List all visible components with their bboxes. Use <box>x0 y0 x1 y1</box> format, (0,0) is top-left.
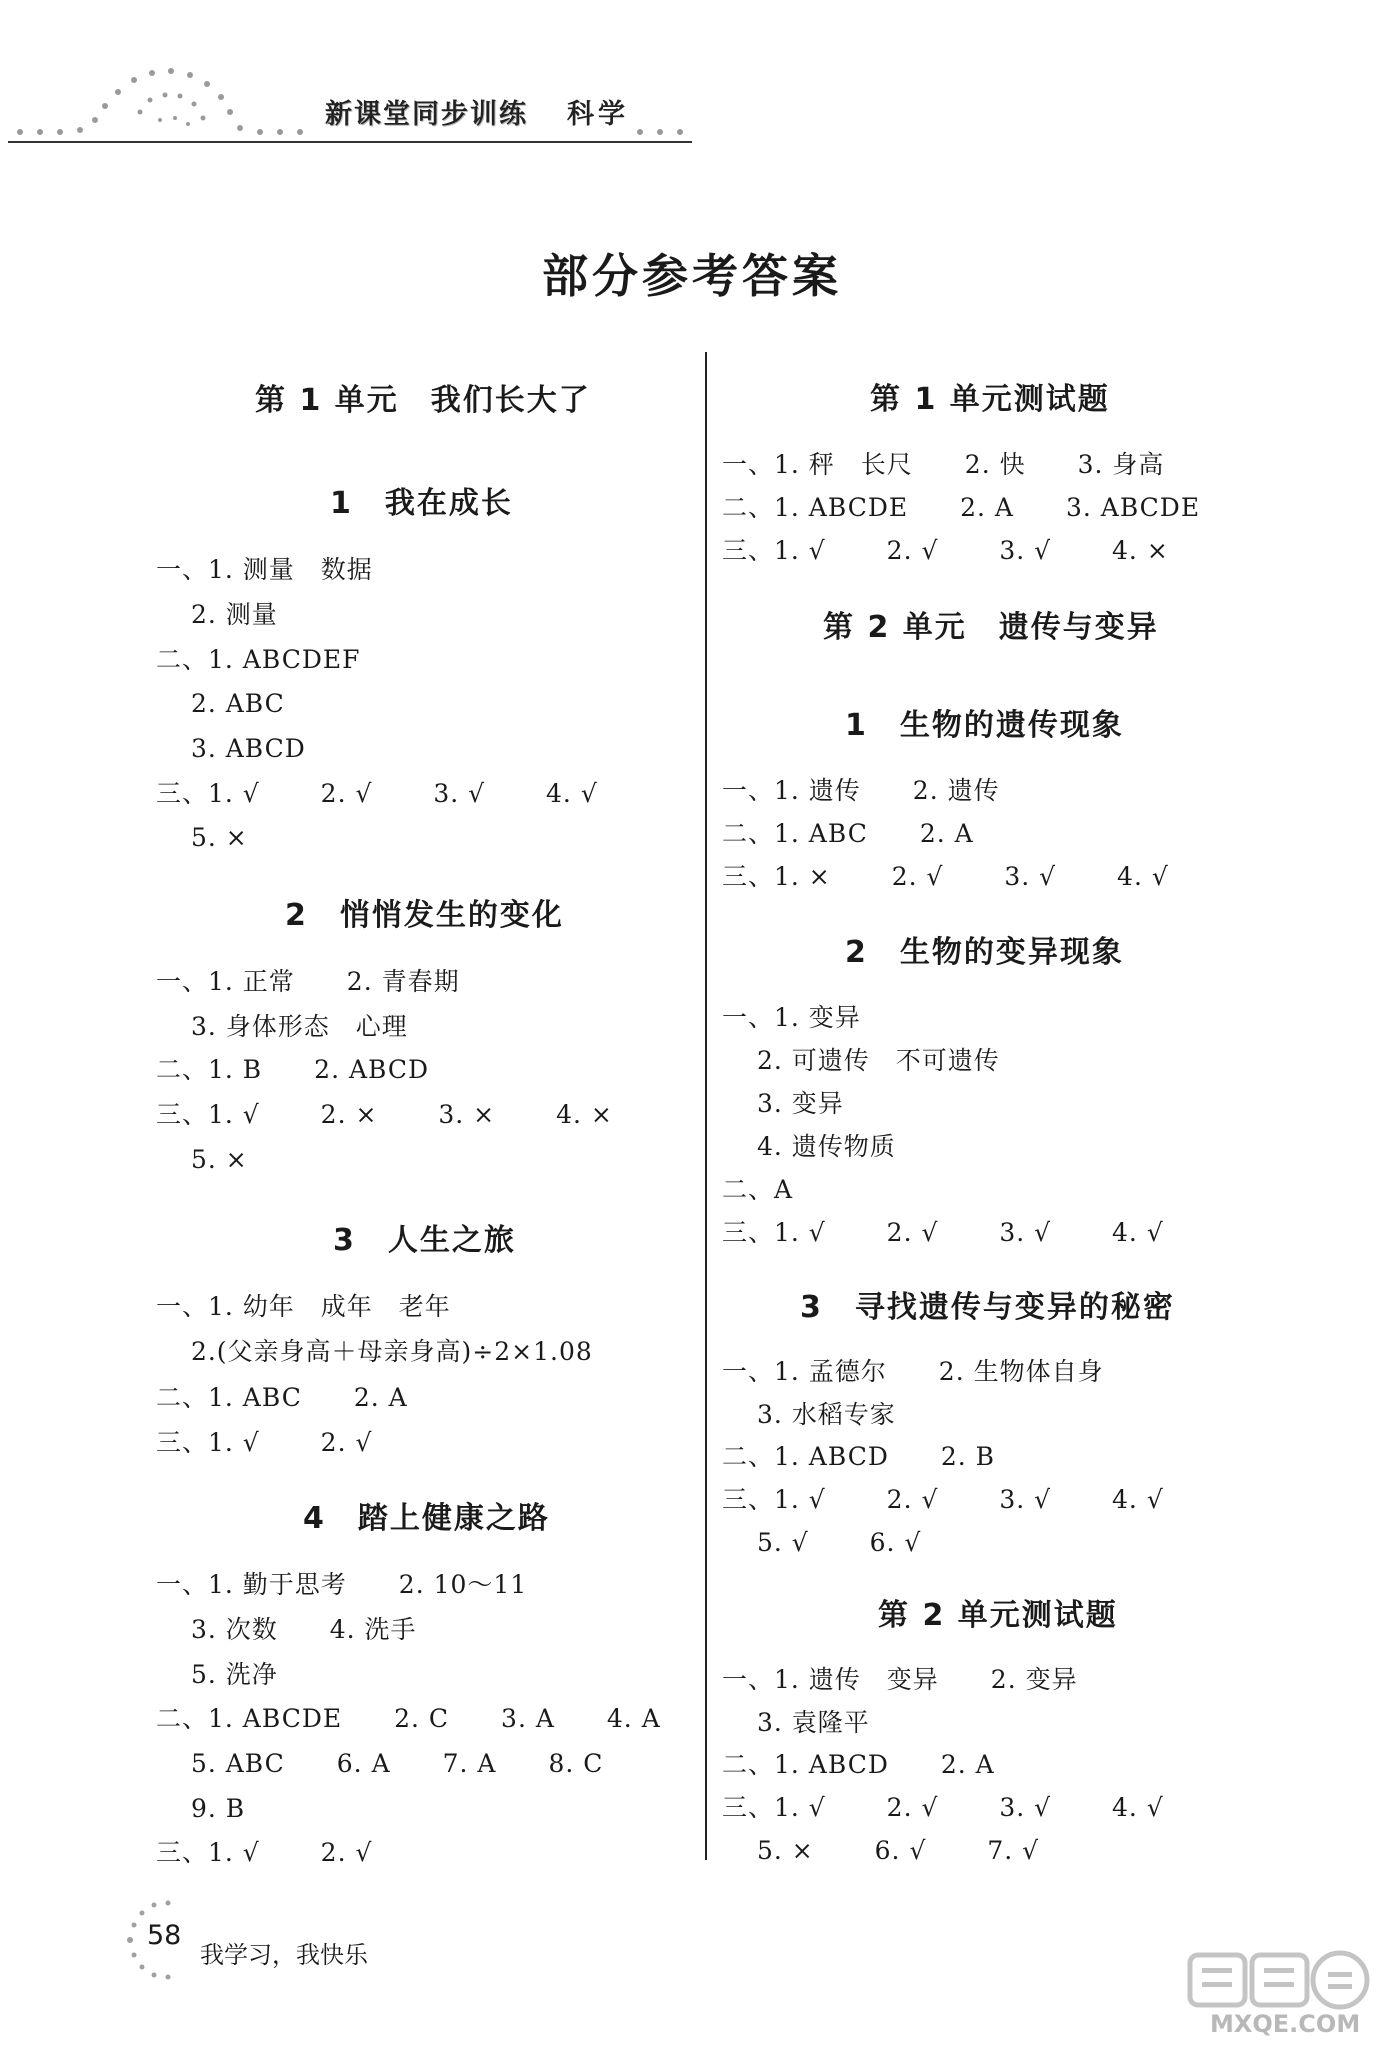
answer-line: 三、1. √ 2. √ <box>156 1838 373 1867</box>
answer-line: 2. ABC <box>156 689 285 718</box>
answer-line: 5. ABC 6. A 7. A 8. C <box>156 1749 604 1778</box>
answer-line: 一、1. 遗传 变异 2. 变异 <box>722 1665 1078 1694</box>
answer-line: 3. 水稻专家 <box>722 1400 896 1429</box>
answer-line: 3. 袁隆平 <box>722 1708 870 1737</box>
answer-line: 3. 次数 4. 洗手 <box>156 1615 417 1644</box>
answer-line: 一、1. 变异 <box>722 1003 861 1032</box>
lesson-heading: 2 悄悄发生的变化 <box>285 898 564 933</box>
answer-line: 一、1. 孟德尔 2. 生物体自身 <box>722 1357 1104 1386</box>
answer-line: 三、1. √ 2. √ 3. √ 4. √ <box>722 1218 1164 1247</box>
answer-line: 二、1. ABC 2. A <box>722 819 974 848</box>
answer-line: 3. 身体形态 心理 <box>156 1012 408 1041</box>
answer-line: 三、1. √ 2. √ 3. √ 4. × <box>722 536 1169 565</box>
answer-line: 2. 测量 <box>156 600 278 629</box>
answer-line: 3. 变异 <box>722 1089 844 1118</box>
answer-line: 5. × 6. √ 7. √ <box>722 1836 1040 1865</box>
answer-line: 三、1. √ 2. √ 3. √ 4. √ <box>156 779 598 808</box>
answer-line: 一、1. 遗传 2. 遗传 <box>722 776 1000 805</box>
answer-line: 一、1. 勤于思考 2. 10～11 <box>156 1570 528 1599</box>
answer-line: 三、1. √ 2. √ 3. √ 4. √ <box>722 1793 1164 1822</box>
answer-line: 2.(父亲身高＋母亲身高)÷2×1.08 <box>156 1337 593 1366</box>
header-rule <box>8 141 692 143</box>
answer-line: 二、1. B 2. ABCD <box>156 1055 430 1084</box>
lesson-heading: 3 人生之旅 <box>333 1223 516 1258</box>
page-number: 58 <box>147 1920 182 1951</box>
answer-line: 二、1. ABCD 2. A <box>722 1750 995 1779</box>
series-title: 新课堂同步训练 <box>325 99 528 130</box>
column-divider <box>705 352 707 1860</box>
answer-line: 一、1. 正常 2. 青春期 <box>156 967 460 996</box>
unit-heading: 第 1 单元 我们长大了 <box>255 383 591 418</box>
answer-line: 三、1. √ 2. √ 3. √ 4. √ <box>722 1485 1164 1514</box>
lesson-heading: 4 踏上健康之路 <box>303 1501 550 1536</box>
answer-line: 二、1. ABCD 2. B <box>722 1442 996 1471</box>
lesson-heading: 2 生物的变异现象 <box>845 935 1124 970</box>
footer-slogan: 我学习，我快乐 <box>200 1941 368 1969</box>
unit-heading: 第 2 单元 遗传与变异 <box>823 610 1159 645</box>
subject-label: 科学 <box>567 99 629 130</box>
page-title: 部分参考答案 <box>542 249 842 303</box>
answer-line: 三、1. √ 2. × 3. × 4. × <box>156 1100 613 1129</box>
answer-line: 5. 洗净 <box>156 1660 278 1689</box>
test-heading: 第 2 单元测试题 <box>878 1598 1118 1633</box>
answer-line: 二、A <box>722 1175 794 1204</box>
answer-line: 9. B <box>156 1794 246 1823</box>
lesson-heading: 1 生物的遗传现象 <box>845 708 1124 743</box>
watermark-text: MXQE.COM <box>1210 2010 1361 2038</box>
answer-line: 二、1. ABCDE 2. C 3. A 4. A <box>156 1704 661 1733</box>
answer-line: 二、1. ABCDEF <box>156 645 361 674</box>
answer-line: 一、1. 秤 长尺 2. 快 3. 身高 <box>722 450 1165 479</box>
answer-line: 2. 可遗传 不可遗传 <box>722 1046 1000 1075</box>
answer-line: 4. 遗传物质 <box>722 1132 896 1161</box>
answer-line: 二、1. ABCDE 2. A 3. ABCDE <box>722 493 1201 522</box>
answer-line: 一、1. 测量 数据 <box>156 555 373 584</box>
answer-line: 三、1. √ 2. √ <box>156 1428 373 1457</box>
test-heading: 第 1 单元测试题 <box>870 382 1110 417</box>
lesson-heading: 1 我在成长 <box>330 486 513 521</box>
answer-line: 三、1. × 2. √ 3. √ 4. √ <box>722 862 1169 891</box>
answer-line: 5. × <box>156 1145 248 1174</box>
answer-line: 5. √ 6. √ <box>722 1528 922 1557</box>
answer-line: 一、1. 幼年 成年 老年 <box>156 1292 451 1321</box>
lesson-heading: 3 寻找遗传与变异的秘密 <box>800 1290 1175 1325</box>
answer-line: 3. ABCD <box>156 734 306 763</box>
answer-line: 5. × <box>156 823 248 852</box>
answer-line: 二、1. ABC 2. A <box>156 1383 408 1412</box>
